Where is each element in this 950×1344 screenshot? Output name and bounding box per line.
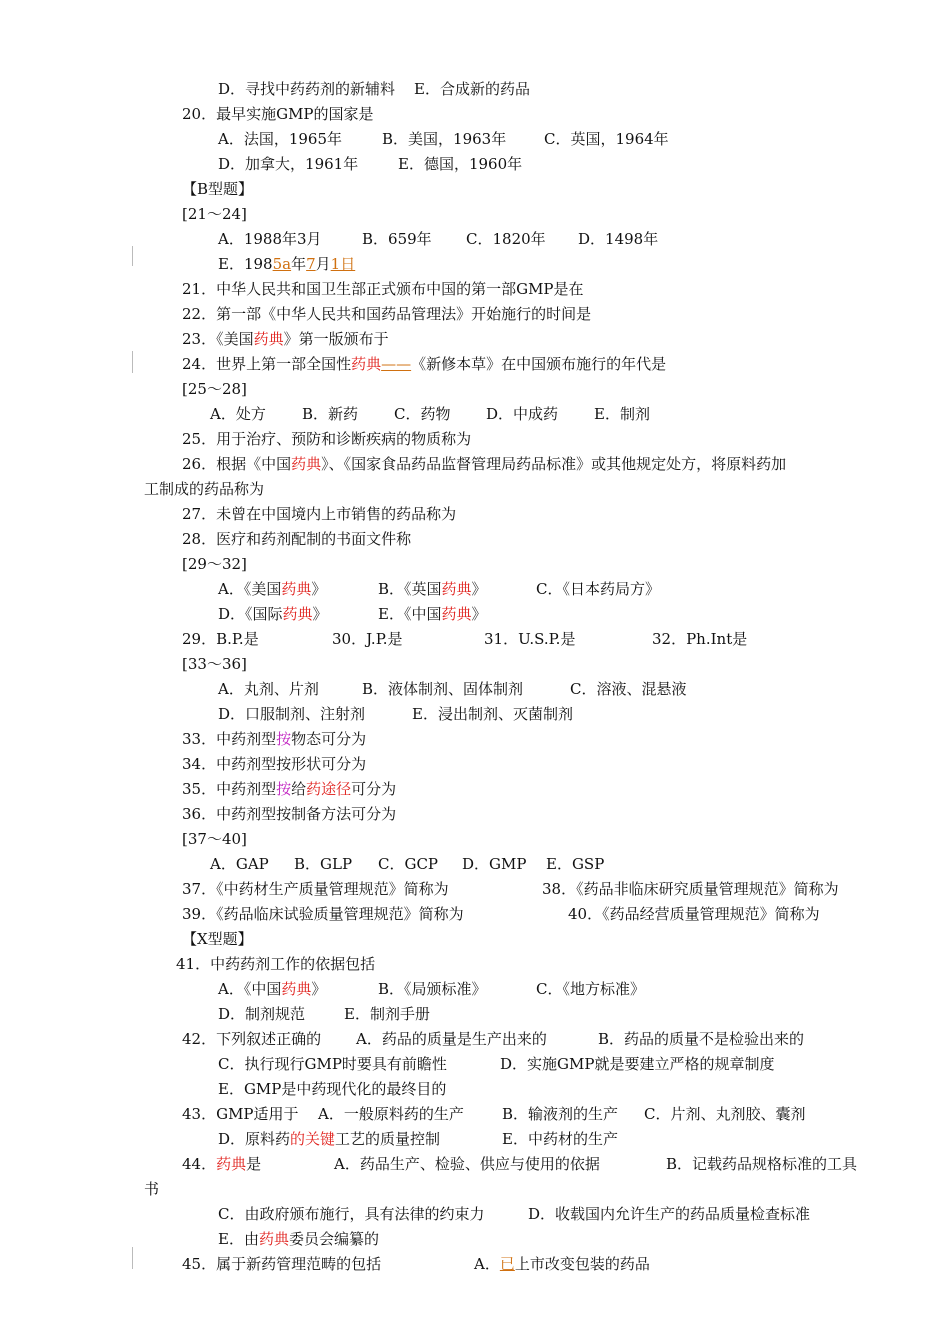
option-c: C．《地方标准》 bbox=[536, 980, 645, 998]
highlight-term: 药途径 bbox=[306, 780, 352, 798]
option-c: C．英国，1964年 bbox=[544, 130, 669, 148]
highlight-term: 药典 bbox=[291, 455, 322, 473]
revised-text: 已 bbox=[499, 1255, 515, 1273]
highlight-term: 药典 bbox=[281, 580, 312, 598]
option-b: B．美国，1963年 bbox=[382, 130, 507, 148]
q29: 29．B.P.是 bbox=[182, 630, 259, 648]
option-b: B．记载药品规格标准的工具 bbox=[666, 1155, 858, 1173]
option-e: E．浸出制剂、灭菌制剂 bbox=[412, 705, 573, 723]
highlight-term: 药典 bbox=[253, 330, 284, 348]
option-d: D．《国际药典》 bbox=[218, 605, 328, 623]
option-e: E．《中国药典》 bbox=[378, 605, 487, 623]
option-b: B．药品的质量不是检验出来的 bbox=[598, 1030, 805, 1048]
option-c: C．1820年 bbox=[466, 230, 546, 248]
option-c: C．执行现行GMP时要具有前瞻性 bbox=[218, 1055, 447, 1073]
option-e: E．GSP bbox=[546, 855, 605, 873]
option-a: A．处方 bbox=[210, 405, 266, 423]
revised-text: 5a bbox=[272, 255, 292, 273]
option-a: A．已上市改变包装的药品 bbox=[474, 1255, 650, 1273]
revision-bar bbox=[132, 1247, 133, 1269]
highlight-term: 药典 bbox=[351, 355, 382, 373]
option-e: E．合成新的药品 bbox=[414, 80, 530, 98]
option-d: D．口服制剂、注射剂 bbox=[218, 705, 366, 723]
option-e: E．制剂 bbox=[594, 405, 650, 423]
option-c: C．药物 bbox=[394, 405, 451, 423]
option-d: D．实施GMP就是要建立严格的规章制度 bbox=[500, 1055, 775, 1073]
option-c: C．片剂、丸剂胶、囊剂 bbox=[644, 1105, 806, 1123]
option-b: B．新药 bbox=[302, 405, 359, 423]
highlight-term: 药典 bbox=[282, 605, 313, 623]
option-a: A．法国，1965年 bbox=[218, 130, 343, 148]
option-a: A．一般原料药的生产 bbox=[318, 1105, 464, 1123]
option-a: A．《美国药典》 bbox=[218, 580, 327, 598]
option-b: B．输液剂的生产 bbox=[502, 1105, 619, 1123]
q39: 39．《药品临床试验质量管理规范》简称为 bbox=[182, 905, 464, 923]
option-b: B．659年 bbox=[362, 230, 432, 248]
option-a: A．药品生产、检验、供应与使用的依据 bbox=[334, 1155, 600, 1173]
option-d: D．原料药的关键工艺的质量控制 bbox=[218, 1130, 441, 1148]
option-e: E．GMP是中药现代化的最终目的 bbox=[218, 1080, 447, 1098]
option-d: D．GMP bbox=[462, 855, 527, 873]
revised-text: 7 bbox=[306, 255, 316, 273]
option-d: D．1498年 bbox=[578, 230, 659, 248]
highlight-term: 药典 bbox=[441, 580, 472, 598]
option-c: C．GCP bbox=[378, 855, 439, 873]
highlight-term: 按 bbox=[276, 780, 292, 798]
highlight-term: 药典 bbox=[441, 605, 472, 623]
option-b: B．《局颁标准》 bbox=[378, 980, 487, 998]
q38: 38．《药品非临床研究质量管理规范》简称为 bbox=[542, 880, 839, 898]
option-c: C．《日本药局方》 bbox=[536, 580, 660, 598]
option-d: D．制剂规范 bbox=[218, 1005, 306, 1023]
highlight-term: 药典 bbox=[281, 980, 312, 998]
option-a: A．1988年3月 bbox=[218, 230, 322, 248]
option-d: D．中成药 bbox=[486, 405, 559, 423]
revised-text: —— bbox=[381, 355, 412, 373]
option-d: D．加拿大，1961年 bbox=[218, 155, 359, 173]
option-a: A．丸剂、片剂 bbox=[218, 680, 319, 698]
option-b: B．《英国药典》 bbox=[378, 580, 487, 598]
highlight-term: 的关键 bbox=[290, 1130, 336, 1148]
highlight-term: 按 bbox=[276, 730, 292, 748]
option-a: A．GAP bbox=[210, 855, 269, 873]
option-a: A．药品的质量是生产出来的 bbox=[356, 1030, 547, 1048]
revision-bar bbox=[132, 351, 133, 373]
option-d: D．寻找中药药剂的新辅料 bbox=[218, 80, 396, 98]
document-page: D．寻找中药药剂的新辅料 E．合成新的药品 20．最早实施GMP的国家是 A．法国，1965年 B．美国，1963年 C．英国，1964年 D．加拿大，1961年 E．德国，1960年 【B型题】 [21～24] A．1988年3月 B．659年 C．1820年 D．1498年 E．1985a年7月1日 21．中华人民共和国卫生部正式颁布中国的第一部GMP是在 22．第一部《中华人民共和国药品管理法》开始施行的时间是 23．《美国药典》第一版颁布于 24．世界上第一部全国性药典——《新修本草》在中国颁布施行的年代是 [25～28] A．处方 B．新药 C．药物 D．中成药 E．制剂 25．用于治疗、预防和诊断疾病的物质称为 26．根据《中国药典》、《国家食品药品监督管理局药品标准》或其他规定处方，将原料药加 工制成的药品称为 27．未曾在中国境内上市销售的药品称为 28．医疗和药剂配制的书面文件称 [29～32] A．《美国药典》 B．《英国药典》 C．《日本药局方》 D．《国际药典》 E．《中国药典》 29．B.P.是 30．J.P.是 31．U.S.P.是 32．Ph.Int是 [33～36] A．丸剂、片剂 B．液体制剂、固体制剂 C．溶液、混悬液 D．口服制剂、注射剂 E．浸出制剂、灭菌制剂 33．中药剂型按物态可分为 34．中药剂型按形状可分为 35．中药剂型按给药途径可分为 36．中药剂型按制备方法可分为 [37～40] A．GAP B．GLP C．GCP D．GMP E．GSP 37．《中药材生产质量管理规范》简称为 38．《药品非临床研究质量管理规范》简称为 39．《药品临床试验质量管理规范》简称为 40．《药品经营质量管理规范》简称为 【X型题】 41．中药药剂工作的依据包括 A．《中国药典》 B．《局颁标准》 C．《地方标准》 D．制剂规范 E．制剂手册 42．下列叙述正确的 A．药品的质量是生产出来的 B．药品的质量不是检验出来的 C．执行现行GMP时要具有前瞻性 D．实施GMP就是要建立严格的规章制度 E．GMP是中药现代化的最终目的 43．GMP适用于 A．一般原料药的生产 B．输液剂的生产 C．片剂、丸剂胶、囊剂 D．原料药的关键工艺的质量控制 E．中药材的生产 44．药典是 A．药品生产、检验、供应与使用的依据 B．记载药品规格标准的工具 书 C．由政府颁布施行，具有法律的约束力 D．收载国内允许生产的药品质量检查标准 E．由药典委员会编纂的 45．属于新药管理范畴的包括 A．已上市改变包装的药品 bbox=[0, 0, 950, 1344]
option-a: A．《中国药典》 bbox=[218, 980, 327, 998]
revision-bar bbox=[132, 246, 133, 266]
option-e: E．中药材的生产 bbox=[502, 1130, 618, 1148]
q40: 40．《药品经营质量管理规范》简称为 bbox=[568, 905, 820, 923]
option-b: B．GLP bbox=[294, 855, 353, 873]
q37: 37．《中药材生产质量管理规范》简称为 bbox=[182, 880, 449, 898]
option-b: B．液体制剂、固体制剂 bbox=[362, 680, 524, 698]
option-c: C．溶液、混悬液 bbox=[570, 680, 687, 698]
option-e: E．制剂手册 bbox=[344, 1005, 430, 1023]
option-d: D．收载国内允许生产的药品质量检查标准 bbox=[528, 1205, 811, 1223]
highlight-term: 药典 bbox=[216, 1155, 247, 1173]
option-c: C．由政府颁布施行，具有法律的约束力 bbox=[218, 1205, 485, 1223]
option-e: E．德国，1960年 bbox=[398, 155, 523, 173]
q30: 30．J.P.是 bbox=[332, 630, 403, 648]
q32: 32．Ph.Int是 bbox=[652, 630, 748, 648]
q31: 31．U.S.P.是 bbox=[484, 630, 576, 648]
highlight-term: 药典 bbox=[258, 1230, 289, 1248]
option-e: E．由药典委员会编纂的 bbox=[218, 1230, 379, 1248]
revised-text: 1日 bbox=[330, 255, 356, 273]
